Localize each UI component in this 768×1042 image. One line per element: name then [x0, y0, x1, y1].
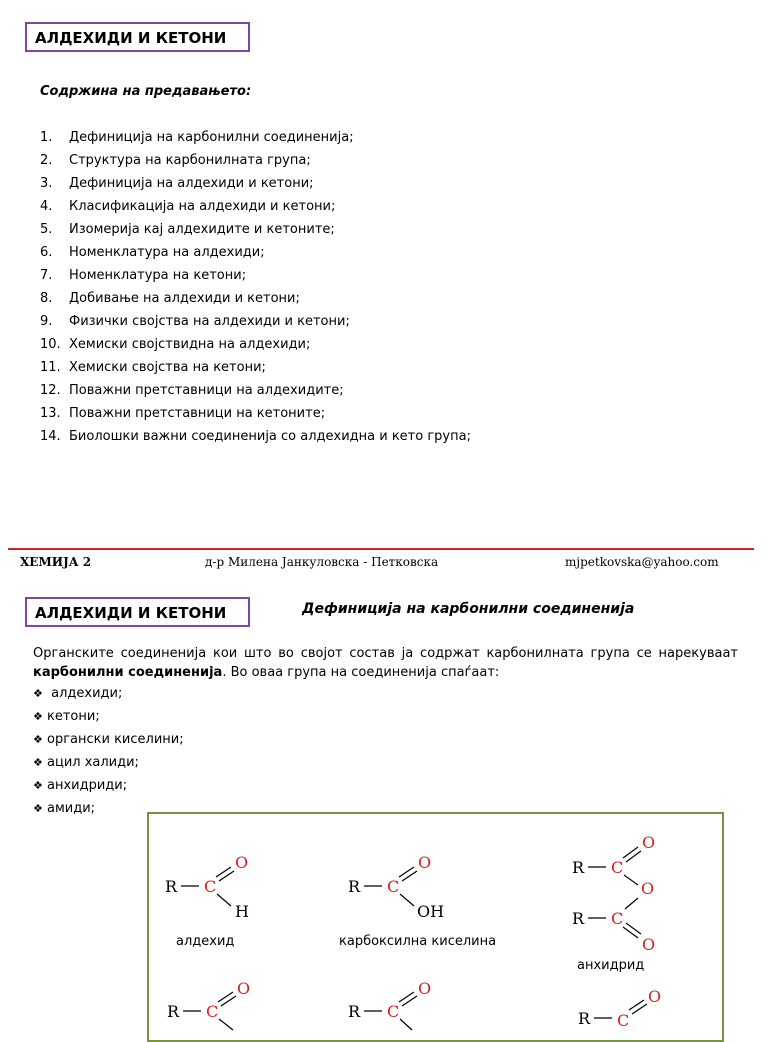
acyl-halide-structure: [167, 979, 250, 1030]
bond: [217, 894, 231, 906]
aldehyde-structure: [165, 853, 249, 921]
acid-structure: [348, 853, 444, 921]
list-item: ❖ амиди;: [33, 799, 184, 822]
double-bond: [216, 867, 231, 877]
atom-O: O: [235, 853, 249, 872]
acid-label: карбоксилна киселина: [339, 934, 497, 949]
list-item: ❖ органски киселини;: [33, 730, 184, 753]
atom-C: C: [617, 1011, 630, 1030]
double-bond: [219, 871, 234, 881]
intro-bold-term: карбонилни соединенија: [33, 665, 223, 680]
structures-panel: [147, 812, 724, 1042]
double-bond: [623, 847, 638, 858]
table-of-contents: [40, 128, 471, 450]
bond: [400, 894, 414, 906]
toc-item: 7. Номенклатура на кетони;: [40, 268, 247, 283]
section-heading: Дефиниција на карбонилни соединенија: [302, 601, 635, 617]
bond: [624, 875, 638, 885]
bond: [219, 1019, 233, 1030]
double-bond: [632, 1004, 647, 1014]
toc-item: 14. Биолошки важни соединенија со алдехидна и кето група;: [40, 429, 471, 444]
toc-item: 4. Класификација на алдехиди и кетони;: [40, 199, 336, 214]
atom-R: R: [572, 909, 585, 928]
page1-title: АЛДЕХИДИ И КЕТОНИ: [35, 29, 227, 47]
footer-email: mjpetkovska@yahoo.com: [565, 555, 719, 569]
toc-item: 10. Хемиски својствидна на алдехиди;: [40, 337, 311, 352]
intro-paragraph: Органските соединенија кои што во својот состав ја содржат карбонилната група се нарекуваат карбонилни соединенија. Во оваа група на соединенија спаѓаат:: [33, 646, 738, 680]
atom-R: R: [165, 877, 178, 896]
bond: [625, 898, 638, 909]
atom-O: O: [642, 935, 656, 954]
atom-O: O: [648, 987, 662, 1006]
toc-item: 2. Структура на карбонилната група;: [40, 153, 311, 168]
atom-R: R: [572, 858, 585, 877]
atom-O: O: [642, 833, 656, 852]
toc-item: 11. Хемиски својства на кетони;: [40, 360, 266, 375]
page1-title-box: [25, 22, 250, 52]
diamond-bullet-icon: ❖: [33, 733, 43, 746]
atom-C: C: [387, 1002, 400, 1021]
toc-item: 6. Номенклатура на алдехиди;: [40, 245, 265, 260]
diamond-bullet-icon: ❖: [33, 687, 43, 700]
atom-R: R: [578, 1009, 591, 1028]
atom-C: C: [387, 877, 400, 896]
atom-C: C: [204, 877, 217, 896]
atom-O: O: [418, 853, 432, 872]
diamond-bullet-icon: ❖: [33, 710, 43, 723]
atom-R: R: [348, 1002, 361, 1021]
atom-R: R: [348, 877, 361, 896]
atom-C: C: [611, 858, 624, 877]
bond: [400, 1019, 412, 1030]
diamond-bullet-icon: ❖: [33, 802, 43, 815]
diamond-bullet-icon: ❖: [33, 779, 43, 792]
list-item: ❖ ацил халиди;: [33, 753, 184, 776]
structures-svg: [149, 814, 722, 1040]
list-item: ❖ анхидриди;: [33, 776, 184, 799]
contents-subtitle: Содржина на предавањето:: [40, 84, 252, 99]
ketone-structure: [348, 979, 431, 1030]
atom-C: C: [611, 909, 624, 928]
compound-class-list: [33, 684, 184, 822]
page2-title: АЛДЕХИДИ И КЕТОНИ: [35, 604, 227, 622]
toc-item: 1. Дефиниција на карбонилни соединенија;: [40, 130, 354, 145]
footer-divider: [8, 548, 754, 550]
group-OH: OH: [417, 902, 445, 921]
list-item: ❖ кетони;: [33, 707, 184, 730]
footer-author: д-р Милена Јанкуловска - Петковска: [205, 555, 439, 569]
double-bond: [218, 992, 233, 1002]
anhydride-structure: [572, 833, 655, 954]
diamond-bullet-icon: ❖: [33, 756, 43, 769]
footer-course: ХЕМИЈА 2: [20, 555, 92, 569]
double-bond: [626, 923, 641, 934]
atom-C: C: [206, 1002, 219, 1021]
toc-item: 3. Дефиниција на алдехиди и кетони;: [40, 176, 314, 191]
toc-item: 9. Физички својства на алдехиди и кетони;: [40, 314, 350, 329]
double-bond: [399, 867, 414, 877]
atom-O: O: [641, 879, 655, 898]
double-bond: [623, 927, 638, 938]
atom-O: O: [237, 979, 251, 998]
toc-item: 12. Поважни претставници на алдехидите;: [40, 383, 344, 398]
page2-title-box: [25, 597, 250, 627]
atom-H: H: [235, 902, 249, 921]
list-item: ❖ алдехиди;: [33, 684, 184, 707]
double-bond: [629, 1000, 644, 1010]
double-bond: [399, 992, 414, 1002]
double-bond: [402, 996, 417, 1006]
double-bond: [402, 871, 417, 881]
double-bond: [626, 851, 641, 862]
atom-R: R: [167, 1002, 180, 1021]
toc-item: 13. Поважни претставници на кетоните;: [40, 406, 326, 421]
toc-item: 5. Изомерија кај алдехидите и кетоните;: [40, 222, 335, 237]
atom-O: O: [418, 979, 432, 998]
toc-item: 8. Добивање на алдехиди и кетони;: [40, 291, 300, 306]
anhydride-label: анхидрид: [577, 958, 645, 973]
aldehyde-label: алдехид: [176, 934, 235, 949]
double-bond: [221, 996, 236, 1006]
